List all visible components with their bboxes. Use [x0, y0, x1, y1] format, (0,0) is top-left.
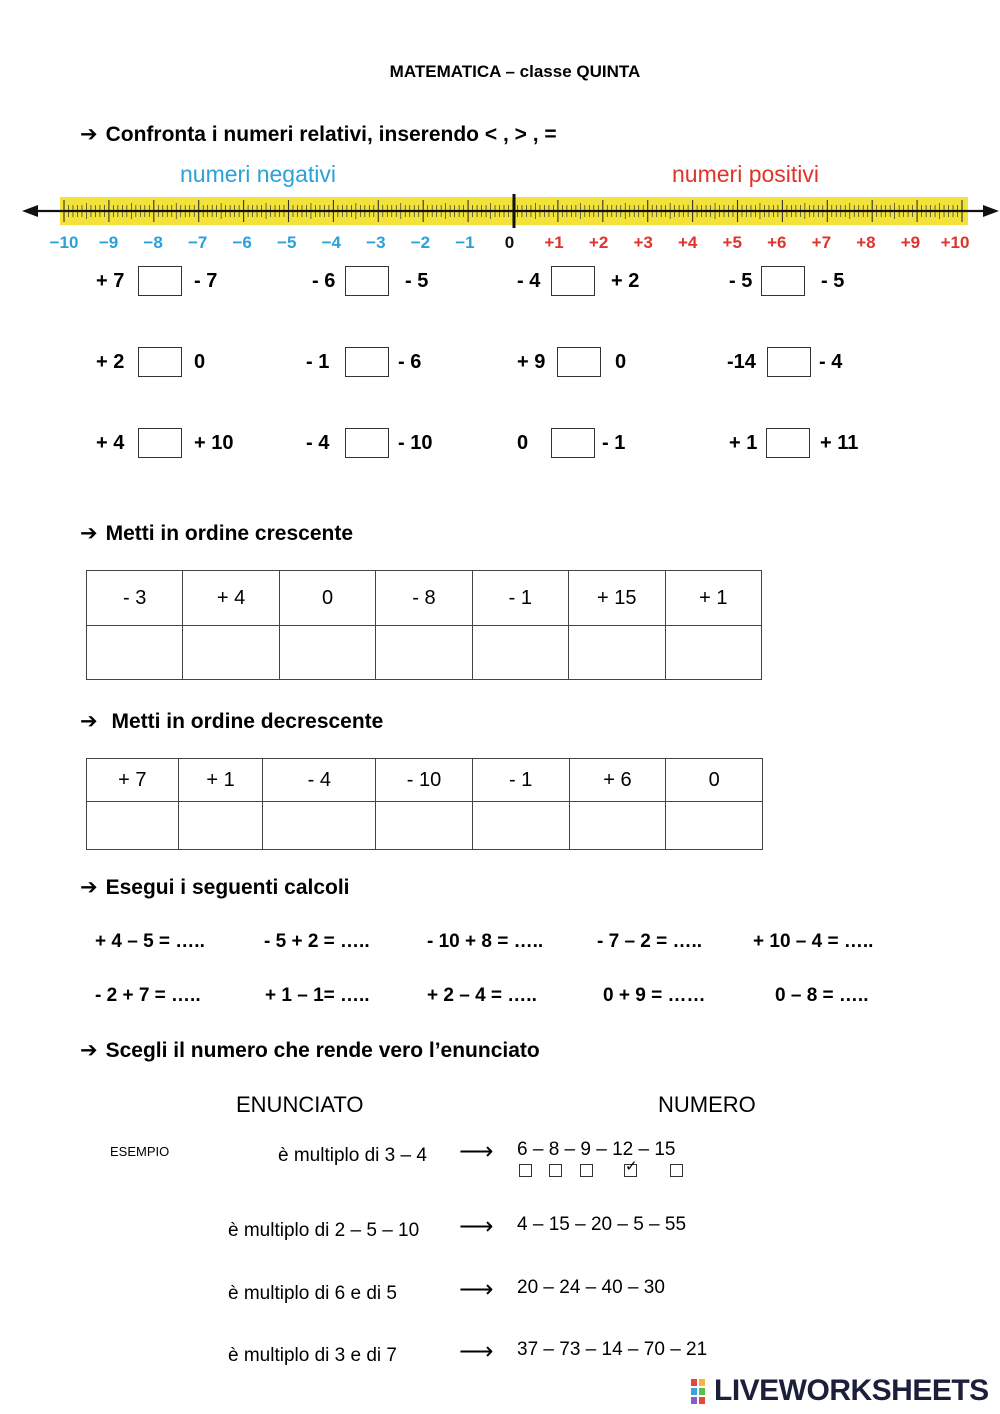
decrescente-cell: + 1: [178, 759, 263, 802]
decrescente-answer-cell[interactable]: [87, 802, 179, 850]
crescente-cell: + 15: [569, 571, 665, 626]
compare-answer-box[interactable]: [766, 428, 810, 458]
compare-right-value: - 5: [821, 270, 845, 292]
tick-label: +9: [900, 233, 921, 252]
calc-item[interactable]: - 5 + 2 = …..: [264, 931, 370, 952]
option-checkbox[interactable]: [549, 1164, 562, 1177]
tick-label: +5: [722, 233, 742, 252]
compare-left-value: + 9: [517, 351, 546, 373]
compare-answer-box[interactable]: [138, 428, 182, 458]
compare-answer-box[interactable]: [345, 347, 389, 377]
compare-left-value: - 6: [312, 270, 336, 292]
tick-label: −3: [366, 233, 386, 252]
number-line: [0, 150, 1000, 260]
numeri-text[interactable]: 20 – 24 – 40 – 30: [517, 1277, 665, 1298]
calc-item[interactable]: 0 + 9 = ……: [603, 985, 706, 1006]
decrescente-cell: - 1: [472, 759, 569, 802]
crescente-answer-cell[interactable]: [87, 626, 183, 680]
compare-left-value: -14: [727, 351, 756, 373]
enunciato-text: è multiplo di 6 e di 5: [228, 1283, 397, 1304]
calc-item[interactable]: - 10 + 8 = …..: [427, 931, 544, 952]
crescente-cell: 0: [279, 571, 375, 626]
compare-answer-box[interactable]: [761, 266, 805, 296]
table-crescente: [86, 570, 762, 680]
compare-left-value: - 4: [517, 270, 541, 292]
compare-answer-box[interactable]: [138, 266, 182, 296]
section-calcoli-heading: [80, 875, 350, 900]
section-decrescente-label: Metti in ordine decrescente: [111, 710, 384, 733]
compare-answer-box[interactable]: [767, 347, 811, 377]
crescente-answer-cell[interactable]: [279, 626, 375, 680]
tick-label: +10: [940, 233, 970, 252]
section-crescente-label: Metti in ordine crescente: [105, 522, 354, 545]
calc-item[interactable]: 0 – 8 = …..: [775, 985, 869, 1006]
crescente-cell: - 8: [376, 571, 472, 626]
compare-right-value: + 2: [611, 270, 640, 292]
decrescente-answer-cell[interactable]: [666, 802, 763, 850]
compare-right-value: - 5: [405, 270, 429, 292]
crescente-answer-cell[interactable]: [472, 626, 568, 680]
tick-label: +6: [767, 233, 787, 252]
compare-right-value: - 4: [819, 351, 843, 373]
enunciato-text: è multiplo di 3 e di 7: [228, 1345, 397, 1366]
compare-answer-box[interactable]: [138, 347, 182, 377]
table-decrescente: [86, 758, 763, 850]
enunciato-text: è multiplo di 3 – 4: [278, 1145, 427, 1166]
decrescente-answer-cell[interactable]: [376, 802, 473, 850]
arrow-right-icon: ➔: [80, 1039, 98, 1062]
tick-label: −5: [277, 233, 297, 252]
calc-item[interactable]: + 1 – 1= …..: [265, 985, 370, 1006]
arrow-left-icon: [22, 205, 38, 217]
crescente-cell: + 1: [665, 571, 761, 626]
long-arrow-icon: ⟶: [459, 1138, 494, 1165]
tick-label: +8: [856, 233, 876, 252]
section-decrescente-heading: [80, 709, 383, 734]
esempio-label: ESEMPIO: [110, 1144, 170, 1159]
option-checkbox[interactable]: [670, 1164, 683, 1177]
compare-left-value: + 2: [96, 351, 125, 373]
compare-right-value: - 6: [398, 351, 422, 373]
decrescente-cell: + 6: [569, 759, 666, 802]
arrow-right-icon: ➔: [80, 876, 98, 899]
calc-item[interactable]: - 2 + 7 = …..: [95, 985, 201, 1006]
section-crescente-heading: [80, 521, 353, 546]
compare-right-value: 0: [194, 351, 206, 373]
calc-item[interactable]: + 10 – 4 = …..: [753, 931, 874, 952]
numeri-text[interactable]: 4 – 15 – 20 – 5 – 55: [517, 1214, 687, 1235]
compare-left-value: 0: [517, 432, 529, 454]
tick-label: −9: [98, 233, 119, 252]
arrow-right-icon: [983, 205, 999, 217]
decrescente-cell: 0: [666, 759, 763, 802]
compare-right-value: - 7: [194, 270, 218, 292]
long-arrow-icon: ⟶: [459, 1276, 494, 1303]
tick-label: +7: [811, 233, 832, 252]
compare-left-value: - 1: [306, 351, 330, 373]
tick-label: +1: [544, 233, 564, 252]
compare-left-value: - 5: [729, 270, 753, 292]
arrow-right-icon: ➔: [80, 123, 98, 146]
page-title: MATEMATICA – classe QUINTA: [389, 62, 641, 81]
tick-label: 0: [504, 233, 515, 252]
long-arrow-icon: ⟶: [459, 1213, 494, 1240]
decrescente-answer-cell[interactable]: [263, 802, 376, 850]
compare-right-value: - 1: [602, 432, 626, 454]
numeri-negativi-label: numeri negativi: [180, 161, 336, 187]
tick-label: −6: [232, 233, 252, 252]
header-enunciato: ENUNCIATO: [236, 1092, 364, 1117]
compare-answer-box[interactable]: [551, 266, 595, 296]
calc-item[interactable]: - 7 – 2 = …..: [597, 931, 703, 952]
decrescente-cell: - 10: [376, 759, 473, 802]
section-confronta-heading: [80, 122, 557, 147]
crescente-cell: - 3: [87, 571, 183, 626]
compare-right-value: + 11: [820, 432, 859, 454]
compare-left-value: - 4: [306, 432, 330, 454]
tick-label: +4: [678, 233, 698, 252]
tick-label: +3: [633, 233, 653, 252]
tick-label: −2: [410, 233, 431, 252]
compare-answer-box[interactable]: [557, 347, 601, 377]
brand-text: LIVEWORKSHEETS: [714, 1374, 989, 1407]
decrescente-cell: + 7: [87, 759, 179, 802]
numeri-text[interactable]: 37 – 73 – 14 – 70 – 21: [517, 1339, 708, 1360]
decrescente-answer-cell[interactable]: [472, 802, 569, 850]
long-arrow-icon: ⟶: [459, 1338, 494, 1365]
arrow-right-icon: ➔: [80, 710, 98, 733]
decrescente-cell: - 4: [263, 759, 376, 802]
tick-label: −10: [49, 233, 79, 252]
tick-label: +2: [588, 233, 609, 252]
numeri-positivi-label: numeri positivi: [672, 161, 819, 187]
tick-label: −8: [143, 233, 163, 252]
compare-right-value: - 10: [398, 432, 433, 454]
compare-answer-box[interactable]: [345, 428, 389, 458]
compare-answer-box[interactable]: [551, 428, 595, 458]
option-checkbox[interactable]: [580, 1164, 593, 1177]
section-calcoli-label: Esegui i seguenti calcoli: [105, 876, 350, 899]
calc-item[interactable]: + 2 – 4 = …..: [427, 985, 537, 1006]
header-numero: NUMERO: [658, 1092, 756, 1117]
check-icon: ✓: [625, 1158, 638, 1175]
compare-answer-box[interactable]: [345, 266, 389, 296]
enunciato-text: è multiplo di 2 – 5 – 10: [228, 1220, 420, 1241]
decrescente-answer-cell[interactable]: [178, 802, 263, 850]
tick-label: −7: [187, 233, 208, 252]
number-line-tick-labels: [50, 233, 970, 252]
compare-left-value: + 1: [729, 432, 758, 454]
arrow-right-icon: ➔: [80, 522, 98, 545]
crescente-answer-cell[interactable]: [569, 626, 665, 680]
crescente-answer-cell[interactable]: [183, 626, 279, 680]
numeri-text: 6 – 8 – 9 – 12 – 15: [517, 1139, 676, 1160]
section-confronta-label: Confronta i numeri relativi, inserendo < , > , =: [105, 123, 557, 146]
crescente-cell: - 1: [472, 571, 568, 626]
liveworksheets-logo: [690, 1374, 989, 1408]
section-scegli-label: Scegli il numero che rende vero l’enunciato: [105, 1039, 540, 1062]
crescente-answer-cell[interactable]: [376, 626, 472, 680]
crescente-answer-cell[interactable]: [665, 626, 761, 680]
crescente-cell: + 4: [183, 571, 279, 626]
logo-icon: [690, 1377, 714, 1405]
tick-label: −1: [455, 233, 475, 252]
section-scegli-heading: [80, 1038, 540, 1063]
compare-right-value: + 10: [194, 432, 234, 454]
calc-item[interactable]: + 4 – 5 = …..: [95, 931, 205, 952]
compare-right-value: 0: [615, 351, 627, 373]
compare-left-value: + 4: [96, 432, 125, 454]
compare-left-value: + 7: [96, 270, 125, 292]
option-checkbox-checked[interactable]: [624, 1158, 638, 1177]
option-checkbox[interactable]: [519, 1164, 532, 1177]
decrescente-answer-cell[interactable]: [569, 802, 666, 850]
tick-label: −4: [321, 233, 341, 252]
